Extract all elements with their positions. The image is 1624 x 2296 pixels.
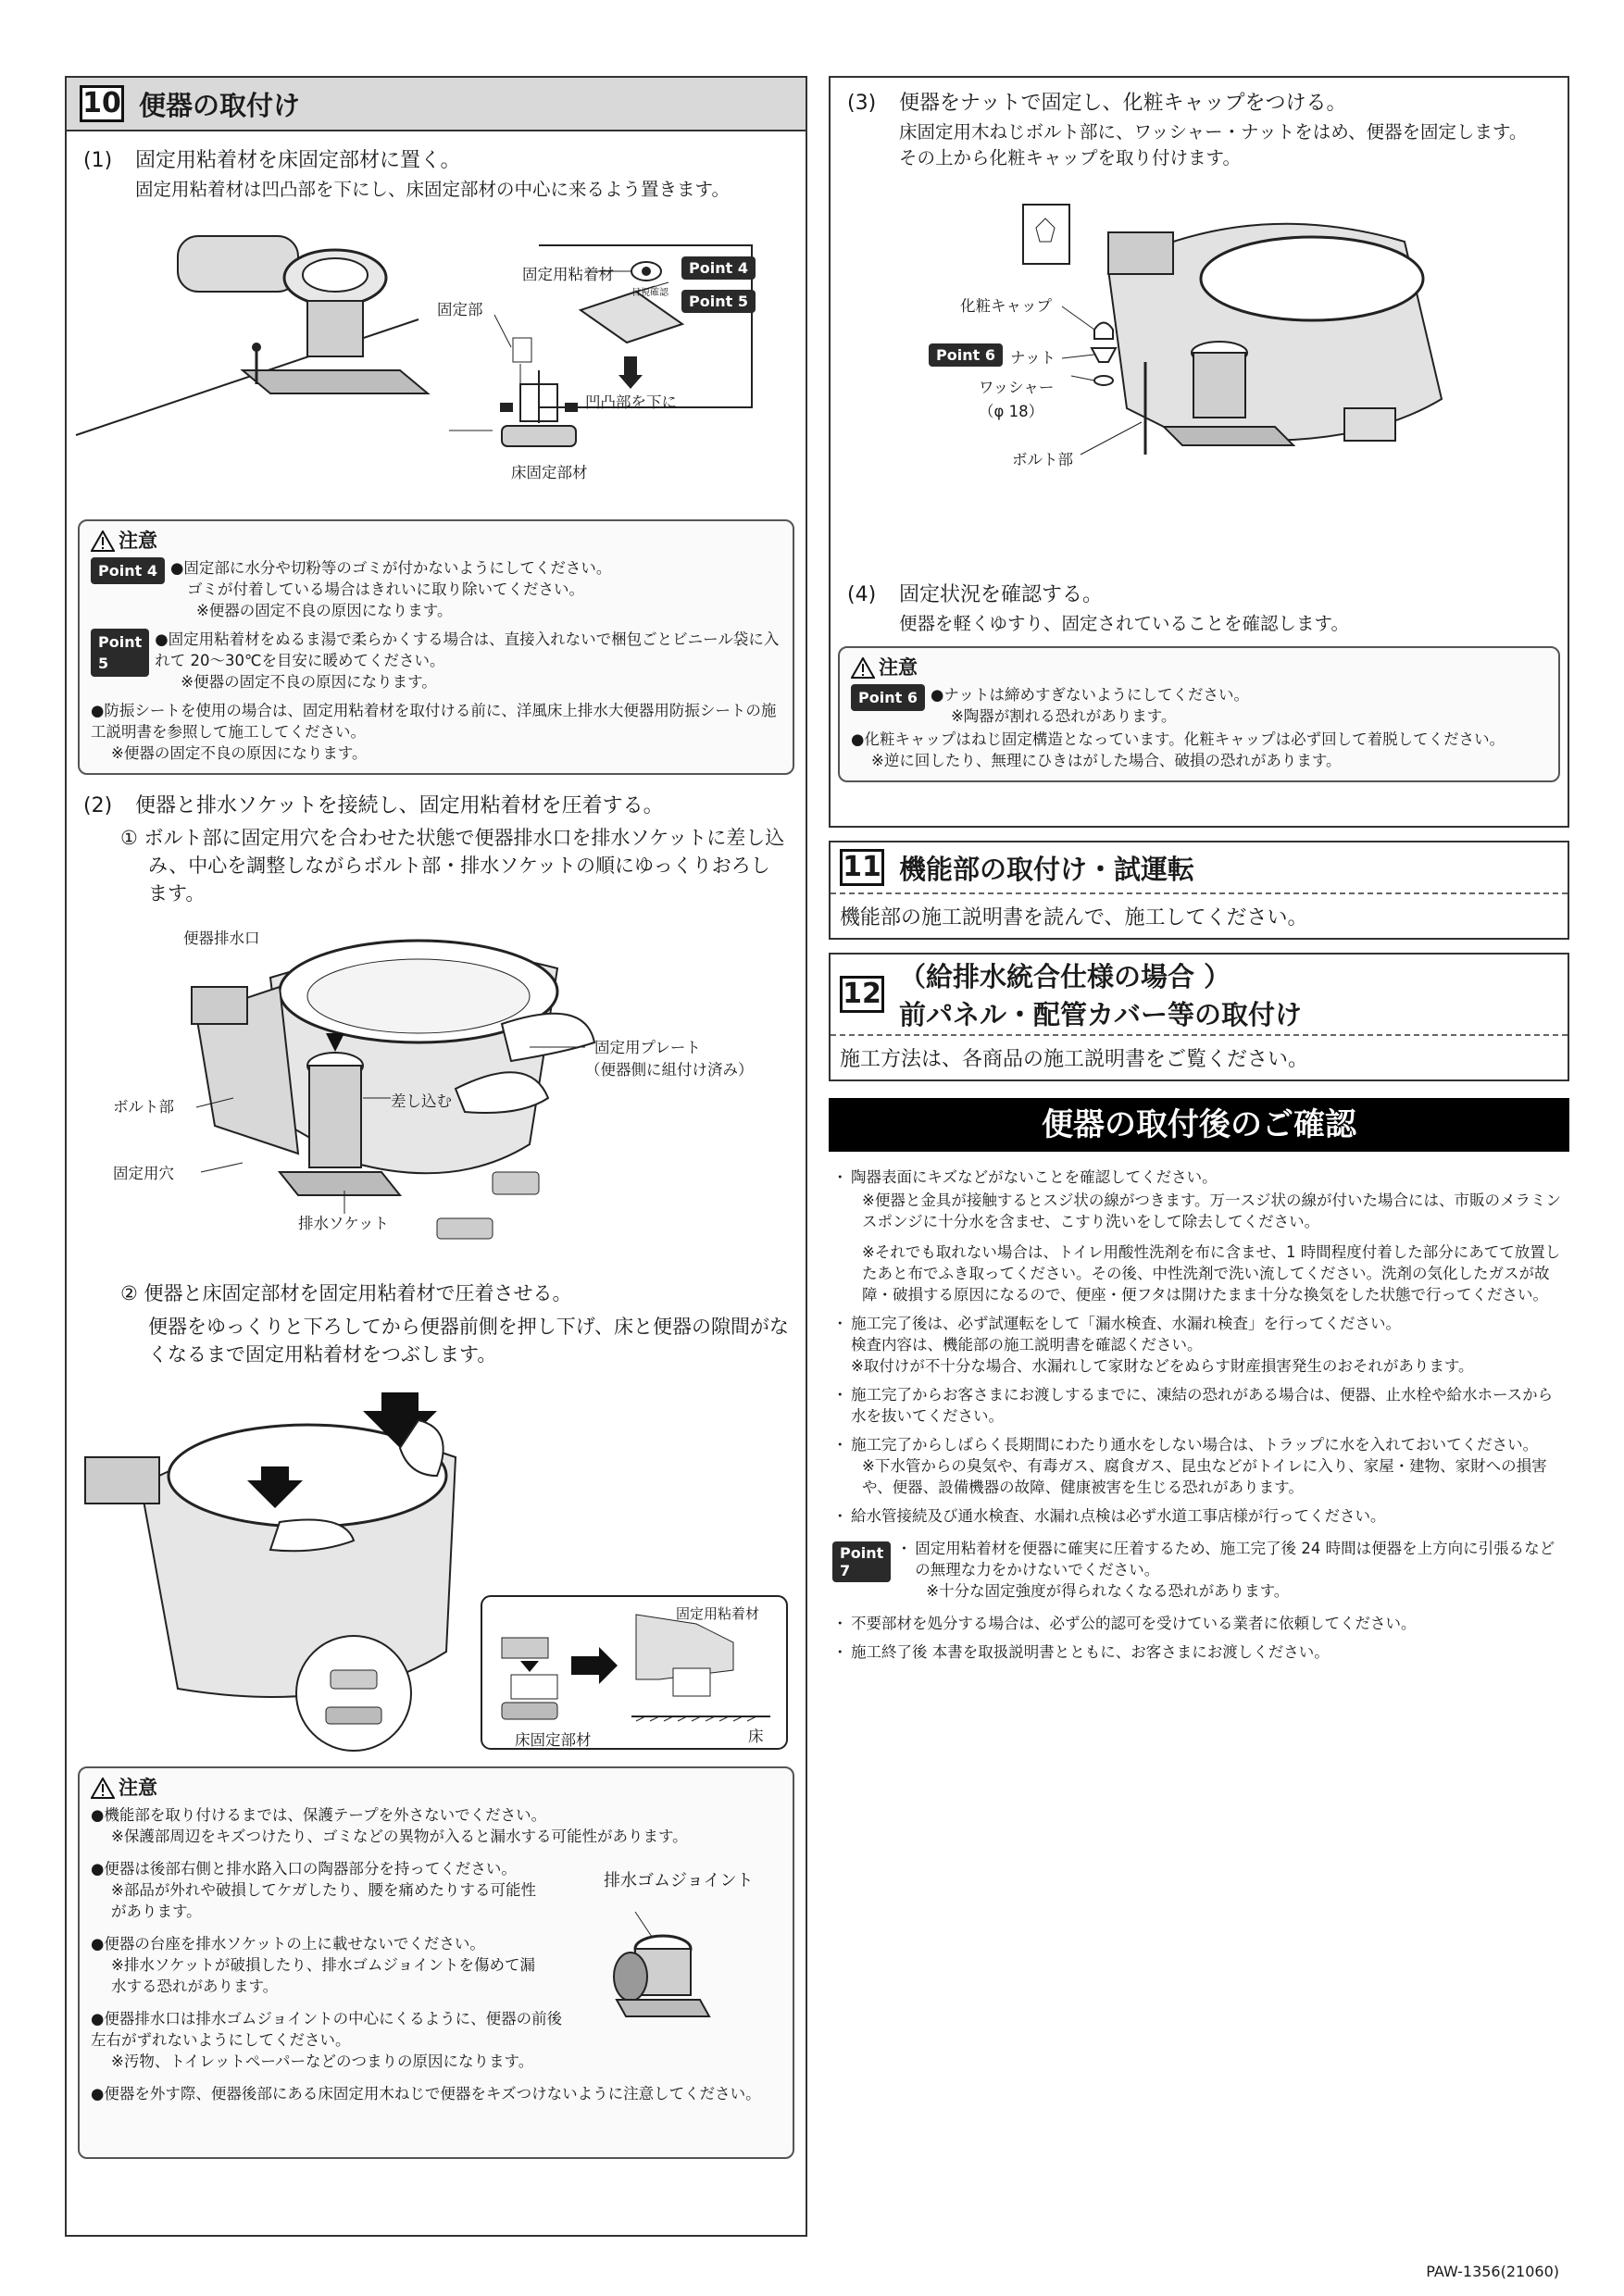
step-number: (4) [847,583,877,606]
confirm-note: ※それでも取れない場合は、トイレ用酸性洗剤を布に含ませ、1 時間程度付着した部分にあてて放置したあと布でふき取ってください。その後、中性洗剤で洗い流してください。洗剤の気化したガスが故障・破損する原因になるので、便座・便フタは開けたまま十分な換気をした状態で行ってください。 [862,1243,1561,1304]
caution-note: ※便器の固定不良の原因になります。 [111,744,368,762]
confirm-note: ※下水管からの臭気や、有毒ガス、腐食ガス、昆虫などがトイレに入り、家屋・建物、家財への損害や、便器、設備機器の故障、健康被害を生じる恐れがあります。 [862,1457,1547,1496]
confirm-item: ・ 施工終了後 本書を取扱説明書とともに、お客さまにお渡しください。 [832,1641,1566,1663]
confirm-item [832,1167,1566,1305]
section-11 [829,841,1569,940]
section-12-desc: 施工方法は、各商品の施工説明書をご覧ください。 [840,1048,1309,1071]
step-title: 固定用粘着材を床固定部材に置く。 [135,149,461,172]
section-12 [829,953,1569,1081]
section-10 [65,76,807,2237]
section-title-line-1: （給排水統合仕様の場合 ） [899,961,1231,992]
confirm-item [832,1434,1566,1498]
step-title: 便器と排水ソケットを接続し、固定用粘着材を圧着する。 [135,794,664,817]
label-floor: 床 [748,1728,764,1745]
point-7-badge: Point 7 [832,1541,891,1582]
confirm-item: ・ 給水管接続及び通水検査、水漏れ点検は必ず水道工事店様が行ってください。 [832,1505,1566,1527]
caution-point-4 [91,557,781,621]
caution-text: ●ナットは締めすぎないようにしてください。 [930,686,1250,704]
rubber-joint-illustration [598,1907,718,2028]
label-adhesive: 固定用粘着材 [522,266,614,283]
confirm-text: ・ 施工完了からしばらく長期間にわたり通水をしない場合は、トラップに水を入れておいてください。 [851,1436,1539,1454]
label-washer-size: （φ 18） [979,403,1044,420]
caution-box-1 [78,519,794,775]
section-title-line-2: 前パネル・配管カバー等の取付け [899,999,1303,1030]
confirmation-title: 便器の取付後のご確認 [829,1098,1569,1152]
confirm-point-7 [832,1538,1566,1602]
section-number: 12 [840,976,884,1013]
caution-title-text: 注意 [119,530,157,552]
confirm-note: ※取付けが不十分な場合、水漏れして家財などをぬらす財産損害発生のおそれがあります。 [851,1357,1474,1375]
section-12-header [831,955,1568,1036]
label-visual-check: 目視確認 [631,288,668,298]
section-title: 機能部の取付け・試運転 [899,853,1195,885]
caution-title [91,530,781,552]
step-3-desc: 床固定用木ねじボルト部に、ワッシャー・ナットをはめ、便器を固定します。その上から化粧キャップを取り付けます。 [899,121,1528,168]
caution-note: ※陶器が割れる恐れがあります。 [950,707,1177,725]
caution-title [851,657,1547,679]
point-4-badge: Point 4 [91,557,165,584]
right-column [829,76,1569,1670]
confirm-text: ・ 陶器表面にキズなどがないことを確認してください。 [851,1168,1218,1186]
section-10-header [67,78,806,131]
caution-text: ●便器は後部右側と排水路入口の陶器部分を持ってください。 [91,1860,517,1878]
label-drain-outlet: 便器排水口 [183,930,260,947]
caution-box-2 [78,1766,794,2159]
step-number: (3) [847,92,877,115]
figure-nut-cap [831,177,1568,566]
caution-note: ※汚物、トイレットペーパーなどのつまりの原因になります。 [111,2053,534,2070]
caution-title-text: 注意 [119,1777,157,1799]
step-number: (2) [83,794,113,817]
step-4-desc: 便器を軽くゆすり、固定されていることを確認します。 [899,613,1349,634]
caution-text: ●固定部に水分や切粉等のゴミが付かないようにしてください。 [169,559,612,577]
section-number: 11 [840,849,884,886]
caution-text: ●便器を外す際、便器後部にある床固定用木ねじで便器をキズつけないように注意してください。 [91,2085,761,2103]
caution-text: ●化粧キャップはねじ固定構造となっています。化粧キャップは必ず回して着脱してください。 [851,730,1505,748]
label-floor-fixing: 床固定部材 [511,464,588,481]
step-number: (1) [83,149,113,172]
caution-box-3 [838,646,1560,782]
caution-note: ※部品が外れや破損してケガしたり、腰を痛めたりする可能性があります。 [111,1881,536,1920]
point-6-badge: Point 6 [929,343,1003,367]
confirm-item: ・ 施工完了からお客さまにお渡しするまでに、凍結の恐れがある場合は、便器、止水栓や給水ホースから水を抜いてください。 [832,1384,1566,1427]
confirm-note: ※十分な固定強度が得られなくなる恐れがあります。 [926,1582,1290,1600]
caution-text: ●固定用粘着材をぬるま湯で柔らかくする場合は、直接入れないで梱包ごとビニール袋に入れて 20～30℃を目安に暖めてください。 [155,630,780,669]
caution-note: ※便器の固定不良の原因になります。 [195,602,453,619]
caution-note: ※逆に回したり、無理にひきはがした場合、破損の恐れがあります。 [871,752,1342,769]
figure-press-toilet [67,1374,806,1761]
caution-title-text: 注意 [879,656,918,679]
caution-point-6 [851,684,1547,727]
label-cap: 化粧キャップ [960,297,1052,315]
confirm-text: ・ 施工完了後は、必ず試運転をして「漏水検査、水漏れ検査」を行ってください。 [851,1315,1401,1332]
caution-text: ●機能部を取り付けるまでは、保護テープを外さないでください。 [91,1806,547,1824]
label-insert: 差し込む [391,1092,452,1110]
point-4-badge: Point 4 [681,256,756,280]
warning-icon [851,657,875,679]
nut-cap-illustration [831,177,1568,566]
label-socket: 排水ソケット [298,1215,390,1232]
label-nut: ナット [1010,349,1056,367]
step-2-sub-1: ① ボルト部に固定用穴を合わせた状態で便器排水口を排水ソケットに差し込み、中心を調整しながらボルト部・排水ソケットの順にゆっくりおろします。 [120,827,785,905]
caution-note: ※排水ソケットが破損したり、排水ゴムジョイントを傷めて漏水する恐れがあります。 [111,1956,536,1995]
step-3-heading [847,87,1551,116]
caution-text: ●防振シートを使用の場合は、固定用粘着材を取付ける前に、洋風床上排水大便器用防振シートの施工説明書を参照して施工してください。 [91,702,777,741]
warning-icon [91,530,115,552]
caution-text: ●便器排水口は排水ゴムジョイントの中心にくるように、便器の前後左右がずれないようにしてください。 [91,2010,563,2049]
step-1-desc: 固定用粘着材は凹凸部を下にし、床固定部材の中心に来るよう置きます。 [135,179,730,200]
point-6-badge: Point 6 [851,684,925,711]
label-adhesive: 固定用粘着材 [676,1605,760,1622]
confirmation-list [829,1152,1569,1663]
label-bolt: ボルト部 [1012,451,1073,468]
step-2-sub-2: ② 便器と床固定部材を固定用粘着材で圧着させる。 [120,1282,572,1304]
confirm-item [896,1538,1566,1602]
step-title: 固定状況を確認する。 [899,583,1104,606]
pipe-illustration [67,208,806,514]
confirm-note: ※便器と金具が接触するとスジ状の線がつきます。万一スジ状の線が付いた場合には、市販のメラミンスポンジに十分水を含ませ、こすり洗いをして除去してください。 [862,1192,1562,1230]
step-3-box [829,76,1569,828]
label-fixing-hole: 固定用穴 [113,1165,174,1182]
step-title: 便器をナットで固定し、化粧キャップをつける。 [899,92,1347,115]
label-floor-fixing: 床固定部材 [515,1731,592,1749]
caution-note: ※便器の固定不良の原因になります。 [181,673,437,691]
section-number: 10 [80,85,124,122]
figure-insert-toilet [67,913,806,1274]
confirm-item: ・ 不要部材を処分する場合は、必ず公的認可を受けている業者に依頼してください。 [832,1613,1566,1634]
confirm-note: 検査内容は、機能部の施工説明書を確認ください。 [851,1336,1203,1354]
confirm-text: ・ 固定用粘着材を便器に確実に圧着するため、施工完了後 24 時間は便器を上方向に引張るなどの無理な力をかけないでください。 [915,1540,1555,1578]
caution-text: ●便器の台座を排水ソケットの上に載せないでください。 [91,1935,485,1953]
label-plate: 固定用プレート [594,1039,701,1056]
label-kotei-part: 固定部 [437,301,483,318]
step-2-heading [83,790,789,818]
label-uneven-down: 凹凸部を下に [585,393,677,411]
section-title: 便器の取付け [139,89,301,121]
warning-icon [91,1778,115,1799]
label-rubber-joint: 排水ゴムジョイント [604,1871,754,1890]
caution-note: ※保護部周辺をキズつけたり、ゴミなどの異物が入ると漏水する可能性があります。 [111,1828,688,1845]
step-4-heading [847,579,1551,607]
point-5-badge: Point 5 [91,629,149,677]
step-1-heading [83,144,789,173]
section-11-header [831,842,1568,894]
figure-adhesive-placement [67,208,806,514]
label-bolt: ボルト部 [113,1098,174,1116]
label-plate-note: （便器側に組付け済み） [585,1061,754,1079]
caution-title [91,1778,781,1799]
section-11-desc: 機能部の施工説明書を読んで、施工してください。 [840,906,1308,930]
step-2-sub-2-desc: 便器をゆっくりと下ろしてから便器前側を押し下げ、床と便器の隙間がなくなるまで固定用粘着材をつぶします。 [148,1316,789,1366]
caution-text: ゴミが付着している場合はきれいに取り除いてください。 [186,580,584,598]
label-washer: ワッシャー [979,379,1055,396]
point-5-badge: Point 5 [681,290,756,313]
document-code: PAW-1356(21060) [1426,2263,1559,2280]
confirm-item [832,1313,1566,1377]
caution-point-5 [91,629,781,693]
toilet-press-illustration [67,1374,806,1761]
